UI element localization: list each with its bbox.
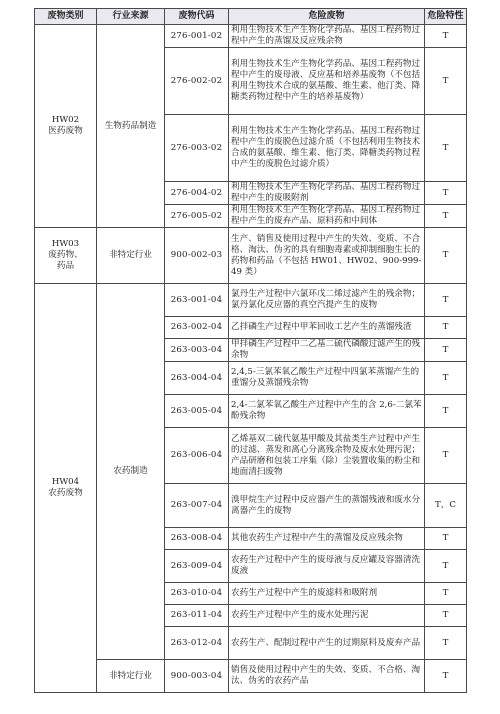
hazard-characteristic-cell: T bbox=[425, 182, 467, 205]
hazardous-waste-description-cell: 2,4,5-三氯苯氧乙酸生产过程中四氯苯蒸馏产生的重馏分及蒸馏残余物 bbox=[229, 362, 425, 395]
hazardous-waste-description-cell: 利用生物技术生产生物化学药品、基因工程药物过程中产生的废吸附剂 bbox=[229, 182, 425, 205]
hazardous-waste-description-cell: 农药生产过程中产生的废水处理污泥 bbox=[229, 605, 425, 627]
table-body bbox=[35, 25, 467, 693]
hazardous-waste-description-cell: 甲拌磷生产过程中二乙基二硫代磷酸过滤产生的残余物 bbox=[229, 339, 425, 362]
waste-code-cell: 263-012-04 bbox=[165, 627, 229, 660]
hazardous-waste-description-cell: 销售及使用过程中产生的失效、变质、不合格、淘汰、伪劣的农药产品 bbox=[229, 660, 425, 693]
industry-source-cell: 非特定行业 bbox=[97, 228, 165, 284]
hazardous-waste-table bbox=[34, 8, 467, 693]
waste-code-cell: 263-004-04 bbox=[165, 362, 229, 395]
hazardous-waste-description-cell: 利用生物技术生产生物化学药品、基因工程药物过程中产生的废脱色过滤介质（不包括利用生物技术合成的氨基酸、维生素、他汀类、降糖类药物过程中产生的废脱色过滤介质） bbox=[229, 115, 425, 182]
waste-code-cell: 276-004-02 bbox=[165, 182, 229, 205]
hazard-characteristic-cell: T bbox=[425, 395, 467, 428]
table-row bbox=[35, 284, 467, 317]
hazard-characteristic-cell: T bbox=[425, 205, 467, 228]
waste-code-cell: 263-003-04 bbox=[165, 339, 229, 362]
waste-code-cell: 900-003-04 bbox=[165, 660, 229, 693]
hazardous-waste-description-cell: 溴甲烷生产过程中反应器产生的蒸馏残液和废水分离器产生的废物 bbox=[229, 484, 425, 528]
hazard-characteristic-cell: T bbox=[425, 583, 467, 605]
hazard-characteristic-cell: T bbox=[425, 115, 467, 182]
hazard-characteristic-cell: T bbox=[425, 660, 467, 693]
hazardous-waste-description-cell: 生产、销售及使用过程中产生的失效、变质、不合格、淘汰、伪劣的具有细胞毒素或抑制细胞生长的药物和药品（不包括 HW01、HW02、900-999-49 类） bbox=[229, 228, 425, 284]
waste-code-cell: 263-011-04 bbox=[165, 605, 229, 627]
hazardous-waste-description-cell: 其他农药生产过程中产生的蒸馏及反应残余物 bbox=[229, 528, 425, 550]
hazardous-waste-description-cell: 利用生物技术生产生物化学药品、基因工程药物过程中产生的废母液、反应基和培养基废物（不包括利用生物技术合成的氨基酸、维生素、他汀类、降糖类药物过程中产生的培养基废物） bbox=[229, 48, 425, 115]
table-row bbox=[35, 228, 467, 284]
hazard-characteristic-cell: T bbox=[425, 284, 467, 317]
waste-code-cell: 263-009-04 bbox=[165, 550, 229, 583]
header-category: 废物类别 bbox=[35, 9, 97, 25]
hazard-characteristic-cell: T bbox=[425, 48, 467, 115]
hazard-characteristic-cell: T bbox=[425, 627, 467, 660]
waste-category-cell: HW04 农药废物 bbox=[35, 284, 97, 693]
hazard-characteristic-cell: T bbox=[425, 428, 467, 484]
hazardous-waste-description-cell: 2,4-二氯苯氧乙酸生产过程中产生的含 2,6-二氯苯酚残余物 bbox=[229, 395, 425, 428]
waste-code-cell: 263-007-04 bbox=[165, 484, 229, 528]
waste-code-cell: 263-010-04 bbox=[165, 583, 229, 605]
waste-code-cell: 263-008-04 bbox=[165, 528, 229, 550]
hazard-characteristic-cell: T bbox=[425, 317, 467, 339]
industry-source-cell: 生物药品制造 bbox=[97, 25, 165, 228]
header-code: 废物代码 bbox=[165, 9, 229, 25]
waste-code-cell: 263-001-04 bbox=[165, 284, 229, 317]
waste-code-cell: 263-005-04 bbox=[165, 395, 229, 428]
hazardous-waste-description-cell: 氯丹生产过程中六氯环戊二烯过滤产生的残余物；氯丹氯化反应器的真空汽提产生的废物 bbox=[229, 284, 425, 317]
waste-code-cell: 276-005-02 bbox=[165, 205, 229, 228]
table-header-row bbox=[35, 9, 467, 25]
hazardous-waste-description-cell: 利用生物技术生产生物化学药品、基因工程药物过程中产生的蒸馏及反应残余物 bbox=[229, 25, 425, 48]
hazardous-waste-description-cell: 农药生产过程中产生的废滤料和吸附剂 bbox=[229, 583, 425, 605]
hazard-characteristic-cell: T bbox=[425, 362, 467, 395]
hazardous-waste-description-cell: 乙烯基双二硫代氨基甲酸及其盐类生产过程中产生的过滤、蒸发和离心分离残余物及废水处理污泥；产品研磨和包装工序集（除）尘装置收集的粉尘和地面清扫废物 bbox=[229, 428, 425, 484]
header-characteristic: 危险特性 bbox=[425, 9, 467, 25]
hazard-characteristic-cell: T，C bbox=[425, 484, 467, 528]
waste-category-cell: HW03 废药物、 药品 bbox=[35, 228, 97, 284]
hazard-characteristic-cell: T bbox=[425, 339, 467, 362]
hazard-characteristic-cell: T bbox=[425, 228, 467, 284]
hazardous-waste-description-cell: 农药生产过程中产生的废母液与反应罐及容器清洗废液 bbox=[229, 550, 425, 583]
waste-code-cell: 276-002-02 bbox=[165, 48, 229, 115]
table-row bbox=[35, 25, 467, 48]
hazard-characteristic-cell: T bbox=[425, 605, 467, 627]
hazardous-waste-description-cell: 农药生产、配制过程中产生的过期原料及废弃产品 bbox=[229, 627, 425, 660]
waste-code-cell: 263-006-04 bbox=[165, 428, 229, 484]
waste-category-cell: HW02 医药废物 bbox=[35, 25, 97, 228]
hazardous-waste-description-cell: 乙拌磷生产过程中甲苯回收工艺产生的蒸馏残渣 bbox=[229, 317, 425, 339]
hazard-characteristic-cell: T bbox=[425, 25, 467, 48]
table-row bbox=[35, 660, 467, 693]
industry-source-cell: 非特定行业 bbox=[97, 660, 165, 693]
industry-source-cell: 农药制造 bbox=[97, 284, 165, 660]
hazardous-waste-description-cell: 利用生物技术生产生物化学药品、基因工程药物过程中产生的废弃产品、原料药和中间体 bbox=[229, 205, 425, 228]
waste-code-cell: 276-001-02 bbox=[165, 25, 229, 48]
hazard-characteristic-cell: T bbox=[425, 528, 467, 550]
header-source: 行业来源 bbox=[97, 9, 165, 25]
header-waste: 危险废物 bbox=[229, 9, 425, 25]
hazard-characteristic-cell: T bbox=[425, 550, 467, 583]
waste-code-cell: 263-002-04 bbox=[165, 317, 229, 339]
waste-code-cell: 276-003-02 bbox=[165, 115, 229, 182]
waste-code-cell: 900-002-03 bbox=[165, 228, 229, 284]
